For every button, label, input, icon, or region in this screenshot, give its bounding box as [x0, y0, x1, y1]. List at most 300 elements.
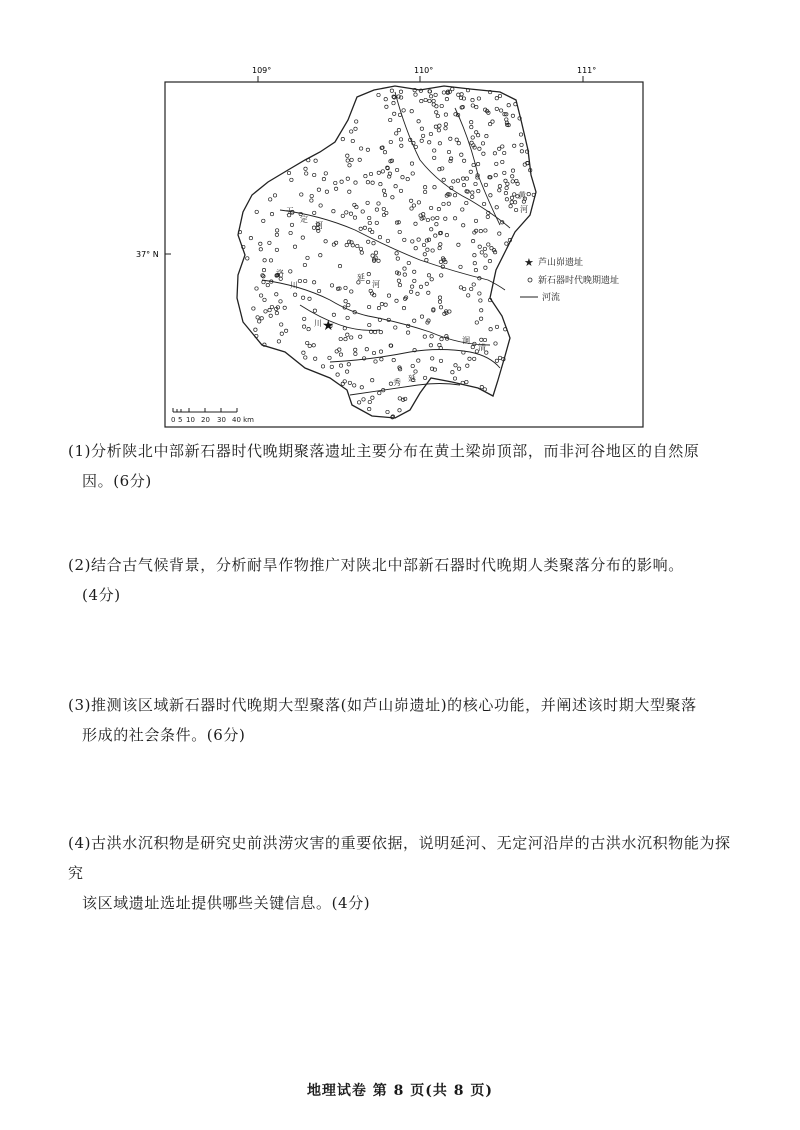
- settlement-dot: [410, 207, 413, 210]
- settlement-dot: [465, 201, 468, 204]
- settlement-dot: [362, 398, 365, 401]
- settlement-dot: [480, 251, 483, 254]
- settlement-dot: [519, 133, 522, 136]
- settlement-dot: [347, 363, 350, 366]
- settlement-dot: [503, 151, 506, 154]
- settlement-dot: [378, 236, 381, 239]
- settlement-dot: [392, 101, 395, 104]
- settlement-dot: [513, 201, 516, 204]
- settlement-dot: [431, 357, 434, 360]
- question-4: [68, 828, 740, 918]
- settlement-dot: [417, 238, 420, 241]
- settlement-dot: [452, 180, 455, 183]
- settlement-dot: [366, 148, 369, 151]
- settlement-dot: [495, 325, 498, 328]
- settlement-dot: [402, 306, 405, 309]
- settlement-dot: [356, 244, 359, 247]
- settlement-dot: [494, 174, 497, 177]
- settlement-dot: [475, 321, 478, 324]
- settlement-dot: [374, 360, 377, 363]
- settlement-dot: [484, 266, 487, 269]
- settlement-dot: [345, 370, 348, 373]
- settlement-dot: [359, 147, 362, 150]
- settlement-dot: [383, 151, 386, 154]
- settlement-dot: [401, 398, 404, 401]
- settlement-dot: [414, 222, 417, 225]
- settlement-dot: [428, 99, 431, 102]
- settlement-dot: [290, 178, 293, 181]
- settlement-dot: [304, 356, 307, 359]
- river-label: 秀: [393, 378, 401, 387]
- settlement-dot: [480, 338, 483, 341]
- settlement-dot: [433, 156, 436, 159]
- settlement-dot: [507, 104, 510, 107]
- settlement-dot: [313, 309, 316, 312]
- river-label: 河: [315, 221, 323, 230]
- settlement-dot: [324, 240, 327, 243]
- question-2-text: (2)结合古气候背景，分析耐旱作物推广对陕北中部新石器时代晚期人类聚落分布的影响。: [68, 556, 684, 574]
- settlement-dot: [414, 370, 417, 373]
- settlement-dot: [499, 109, 502, 112]
- question-2-points: (4分): [82, 586, 121, 604]
- settlement-dot: [438, 124, 441, 127]
- settlement-dot: [346, 154, 349, 157]
- settlement-dot: [275, 233, 278, 236]
- settlement-dot: [270, 212, 273, 215]
- settlement-dot: [425, 282, 428, 285]
- settlement-dot: [444, 123, 447, 126]
- settlement-dot: [390, 89, 393, 92]
- river-label: 川: [290, 281, 298, 290]
- settlement-dot: [392, 358, 395, 361]
- settlement-dot: [319, 254, 322, 257]
- settlement-dot: [483, 338, 486, 341]
- settlement-dot: [380, 358, 383, 361]
- settlement-dot: [275, 311, 278, 314]
- settlement-dot: [308, 344, 311, 347]
- settlement-dot: [444, 127, 447, 130]
- settlement-dot: [350, 130, 353, 133]
- settlement-dot: [304, 167, 307, 170]
- settlement-dot: [330, 365, 333, 368]
- settlement-dot: [300, 193, 303, 196]
- settlement-dot: [414, 93, 417, 96]
- settlement-dot: [468, 357, 471, 360]
- settlement-dot: [411, 240, 414, 243]
- settlement-dot: [349, 212, 352, 215]
- settlement-dot: [438, 296, 441, 299]
- settlement-dot: [470, 287, 473, 290]
- settlement-dot: [410, 110, 413, 113]
- settlement-dot: [310, 194, 313, 197]
- river-label: 洛: [276, 269, 284, 278]
- settlement-dot: [438, 343, 441, 346]
- settlement-dot: [453, 217, 456, 220]
- settlement-dot: [433, 186, 436, 189]
- settlement-dot: [472, 283, 475, 286]
- settlement-dot: [414, 145, 417, 148]
- settlement-dot: [335, 350, 338, 353]
- settlement-dot: [283, 306, 286, 309]
- settlement-dot: [433, 149, 436, 152]
- settlement-dot: [302, 351, 305, 354]
- settlement-dot: [385, 211, 388, 214]
- settlement-dot: [424, 98, 427, 101]
- settlement-dot: [426, 218, 429, 221]
- settlement-dot: [317, 188, 320, 191]
- settlement-dot: [325, 190, 328, 193]
- settlement-dot: [354, 352, 357, 355]
- settlement-dot: [457, 243, 460, 246]
- settlement-dot: [514, 208, 517, 211]
- settlement-dot: [473, 254, 476, 257]
- settlement-dot: [455, 138, 458, 141]
- settlement-dot: [269, 198, 272, 201]
- settlement-dot: [377, 93, 380, 96]
- settlement-dot: [478, 147, 481, 150]
- settlement-dot: [457, 93, 460, 96]
- settlement-dot: [321, 365, 324, 368]
- settlement-dot: [263, 298, 266, 301]
- settlement-dot: [395, 132, 398, 135]
- settlement-dot: [510, 201, 513, 204]
- settlement-dot: [411, 364, 414, 367]
- question-1-text: (1)分析陕北中部新石器时代晚期聚落遗址主要分布在黄土梁峁顶部，而非河谷地区的自然原: [68, 442, 700, 460]
- settlement-dot: [384, 303, 387, 306]
- settlement-dot: [371, 396, 374, 399]
- settlement-dot: [386, 410, 389, 413]
- settlement-dot: [284, 329, 287, 332]
- settlement-dot: [527, 192, 530, 195]
- question-1: [68, 436, 740, 496]
- question-1-points: 因。(6分): [82, 472, 152, 490]
- settlement-dot: [511, 180, 514, 183]
- settlement-dot: [373, 330, 376, 333]
- settlement-dot: [442, 91, 445, 94]
- settlement-dot: [252, 307, 255, 310]
- settlement-dot: [298, 279, 301, 282]
- settlement-dot: [259, 248, 262, 251]
- settlement-dot: [293, 293, 296, 296]
- settlement-dot: [377, 202, 380, 205]
- settlement-dot: [420, 127, 423, 130]
- settlement-dot: [330, 284, 333, 287]
- settlement-dot: [324, 172, 327, 175]
- scale-tick: 5: [178, 416, 183, 424]
- settlement-dot: [511, 169, 514, 172]
- settlement-dot: [413, 319, 416, 322]
- settlement-dot: [307, 159, 310, 162]
- question-4-points: 该区域遗址选址提供哪些关键信息。(4分): [82, 894, 371, 912]
- settlement-dot: [409, 290, 412, 293]
- settlement-dot: [363, 226, 366, 229]
- settlement-dot: [471, 191, 474, 194]
- settlement-dot: [289, 270, 292, 273]
- settlement-dot: [485, 351, 488, 354]
- settlement-dot: [255, 287, 258, 290]
- settlement-dot: [346, 159, 349, 162]
- settlement-dot: [462, 159, 465, 162]
- settlement-dot: [438, 142, 441, 145]
- settlement-dot: [338, 264, 341, 267]
- settlement-dot: [465, 177, 468, 180]
- settlement-dot: [398, 113, 401, 116]
- settlement-dot: [350, 290, 353, 293]
- settlement-dot: [511, 114, 514, 117]
- settlement-dot: [367, 240, 370, 243]
- settlement-dot: [346, 316, 349, 319]
- river-label: 川: [314, 319, 322, 328]
- settlement-dot: [280, 323, 283, 326]
- river-label: 定: [300, 215, 308, 224]
- settlement-dot: [268, 308, 271, 311]
- settlement-dot: [413, 279, 416, 282]
- settlement-dot: [427, 291, 430, 294]
- settlement-dot: [261, 274, 264, 277]
- settlement-dot: [279, 300, 282, 303]
- settlement-dot: [436, 216, 439, 219]
- lon-label-111: 111°: [577, 66, 597, 75]
- scale-tick: 30: [217, 416, 226, 424]
- settlement-dot: [259, 242, 262, 245]
- settlement-dot: [495, 97, 498, 100]
- settlement-dot: [353, 216, 356, 219]
- settlement-dot: [453, 194, 456, 197]
- settlement-dot: [440, 104, 443, 107]
- settlement-dot: [395, 299, 398, 302]
- settlement-dot: [379, 182, 382, 185]
- settlement-dot: [413, 270, 416, 273]
- settlement-dot: [476, 162, 479, 165]
- settlement-dot: [414, 247, 417, 250]
- settlement-dot: [429, 95, 432, 98]
- settlement-dot: [407, 261, 410, 264]
- settlement-dot: [477, 97, 480, 100]
- settlement-dot: [360, 386, 363, 389]
- settlement-dot: [494, 342, 497, 345]
- settlement-dot: [471, 239, 474, 242]
- lon-label-109: 109°: [252, 66, 272, 75]
- settlement-dot: [269, 314, 272, 317]
- settlement-dot: [498, 147, 501, 150]
- settlement-dot: [307, 327, 310, 330]
- settlement-dot: [420, 315, 423, 318]
- settlement-dot: [466, 364, 469, 367]
- settlement-dot: [339, 337, 342, 340]
- settlement-dot: [306, 256, 309, 259]
- lon-label-110: 110°: [414, 66, 434, 75]
- settlement-dot: [505, 198, 508, 201]
- settlement-dot: [391, 196, 394, 199]
- settlement-dot: [319, 204, 322, 207]
- settlement-dot: [431, 249, 434, 252]
- settlement-dot: [374, 251, 377, 254]
- settlement-dot: [447, 150, 450, 153]
- settlement-dot: [439, 243, 442, 246]
- settlement-dot: [505, 118, 508, 121]
- settlement-dot: [345, 243, 348, 246]
- settlement-dot: [290, 223, 293, 226]
- settlement-dot: [344, 300, 347, 303]
- settlement-dot: [339, 364, 342, 367]
- settlement-dot: [520, 143, 523, 146]
- settlement-dot: [301, 236, 304, 239]
- settlement-dot: [443, 312, 446, 315]
- settlement-dot: [260, 317, 263, 320]
- scale-tick: 0: [171, 416, 176, 424]
- settlement-dot: [412, 204, 415, 207]
- settlement-dot: [249, 236, 252, 239]
- map-legend: [520, 256, 619, 303]
- settlement-dot: [353, 384, 356, 387]
- settlement-dot: [474, 268, 477, 271]
- scale-bar: [171, 408, 254, 424]
- settlement-dot: [403, 267, 406, 270]
- settlement-dot: [273, 194, 276, 197]
- settlement-dot: [435, 111, 438, 114]
- settlement-dot: [399, 189, 402, 192]
- settlement-dot: [364, 174, 367, 177]
- settlement-dot: [495, 359, 498, 362]
- settlement-dot: [305, 172, 308, 175]
- settlement-dot: [480, 309, 483, 312]
- settlement-dot: [434, 125, 437, 128]
- settlement-dot: [462, 224, 465, 227]
- settlement-dot: [246, 257, 249, 260]
- settlement-dot: [498, 356, 501, 359]
- settlement-dot: [255, 210, 258, 213]
- settlement-dot: [354, 181, 357, 184]
- settlement-dot: [262, 280, 265, 283]
- settlement-dot: [410, 162, 413, 165]
- settlement-dot: [474, 219, 477, 222]
- settlement-dot: [256, 316, 259, 319]
- settlement-dot: [442, 202, 445, 205]
- settlement-dot: [490, 247, 493, 250]
- settlement-dot: [504, 179, 507, 182]
- settlement-dot: [483, 388, 486, 391]
- settlement-dot: [353, 203, 356, 206]
- settlement-dot: [357, 401, 360, 404]
- settlement-dot: [402, 109, 405, 112]
- settlement-dot: [437, 129, 440, 132]
- settlement-dot: [304, 279, 307, 282]
- settlement-dot: [275, 229, 278, 232]
- settlement-dot: [254, 328, 257, 331]
- scale-tick: 20: [201, 416, 210, 424]
- river-label: 无: [286, 207, 294, 216]
- settlement-dot: [484, 254, 487, 257]
- settlement-dot: [470, 121, 473, 124]
- settlement-dot: [509, 205, 512, 208]
- settlement-dot: [427, 238, 430, 241]
- settlement-dot: [368, 323, 371, 326]
- settlement-dot: [460, 93, 463, 96]
- settlement-dot: [313, 211, 316, 214]
- question-3-points: 形成的社会条件。(6分): [82, 726, 246, 744]
- settlement-dot: [471, 104, 474, 107]
- settlement-dot: [306, 341, 309, 344]
- settlement-dot: [332, 313, 335, 316]
- settlement-dot: [471, 195, 474, 198]
- river-label: 延: [408, 374, 416, 383]
- settlement-dot: [360, 251, 363, 254]
- river-label: 河: [520, 205, 528, 214]
- settlement-dot: [259, 294, 262, 297]
- settlement-dot: [495, 206, 498, 209]
- settlement-dot: [439, 306, 442, 309]
- settlement-dot: [478, 292, 481, 295]
- settlement-dot: [419, 285, 422, 288]
- settlement-dot: [498, 94, 501, 97]
- settlement-dot: [351, 244, 354, 247]
- settlement-dot: [459, 286, 462, 289]
- scale-tick: 40 km: [232, 416, 255, 424]
- settlement-dot: [513, 193, 516, 196]
- settlement-dot: [456, 179, 459, 182]
- lat-label-37: 37° N: [136, 250, 159, 259]
- settlement-dot: [341, 214, 344, 217]
- legend-site-label: 芦山峁遗址: [538, 258, 584, 268]
- settlement-dot: [476, 134, 479, 137]
- settlement-dot: [375, 221, 378, 224]
- settlement-dot: [303, 263, 306, 266]
- settlement-dot: [439, 359, 442, 362]
- settlement-dot: [341, 137, 344, 140]
- settlement-dot: [368, 407, 371, 410]
- settlement-dot: [343, 380, 346, 383]
- settlement-dot: [382, 189, 385, 192]
- settlement-dot: [501, 160, 504, 163]
- settlement-dot: [343, 327, 346, 330]
- settlement-dot: [347, 303, 350, 306]
- settlement-dot: [462, 183, 465, 186]
- settlement-dot: [479, 317, 482, 320]
- settlement-dot: [394, 326, 397, 329]
- settlement-dot: [371, 181, 374, 184]
- settlement-dot: [355, 120, 358, 123]
- settlement-dot: [480, 385, 483, 388]
- settlement-dot: [302, 325, 305, 328]
- settlement-dot: [367, 305, 370, 308]
- settlement-dot: [322, 177, 325, 180]
- settlement-dot: [406, 177, 409, 180]
- question-3: [68, 690, 740, 750]
- settlement-dot: [461, 208, 464, 211]
- settlement-dot: [359, 227, 362, 230]
- settlement-dot: [423, 253, 426, 256]
- settlement-dot: [317, 289, 320, 292]
- settlement-dot: [361, 210, 364, 213]
- settlement-dot: [275, 293, 278, 296]
- settlement-dot: [493, 152, 496, 155]
- settlement-dot: [448, 310, 451, 313]
- settlement-dot: [398, 409, 401, 412]
- settlement-dot: [366, 181, 369, 184]
- settlement-dot: [346, 177, 349, 180]
- settlement-dot: [410, 285, 413, 288]
- river-label: 延: [357, 273, 365, 282]
- settlement-dot: [472, 163, 475, 166]
- settlement-dot: [440, 337, 443, 340]
- settlement-dot: [394, 185, 397, 188]
- settlement-dot: [384, 98, 387, 101]
- settlement-dot: [377, 259, 380, 262]
- settlement-dot: [372, 242, 375, 245]
- settlement-dot: [368, 228, 371, 231]
- settlement-dot: [488, 259, 491, 262]
- settlement-dot: [430, 278, 433, 281]
